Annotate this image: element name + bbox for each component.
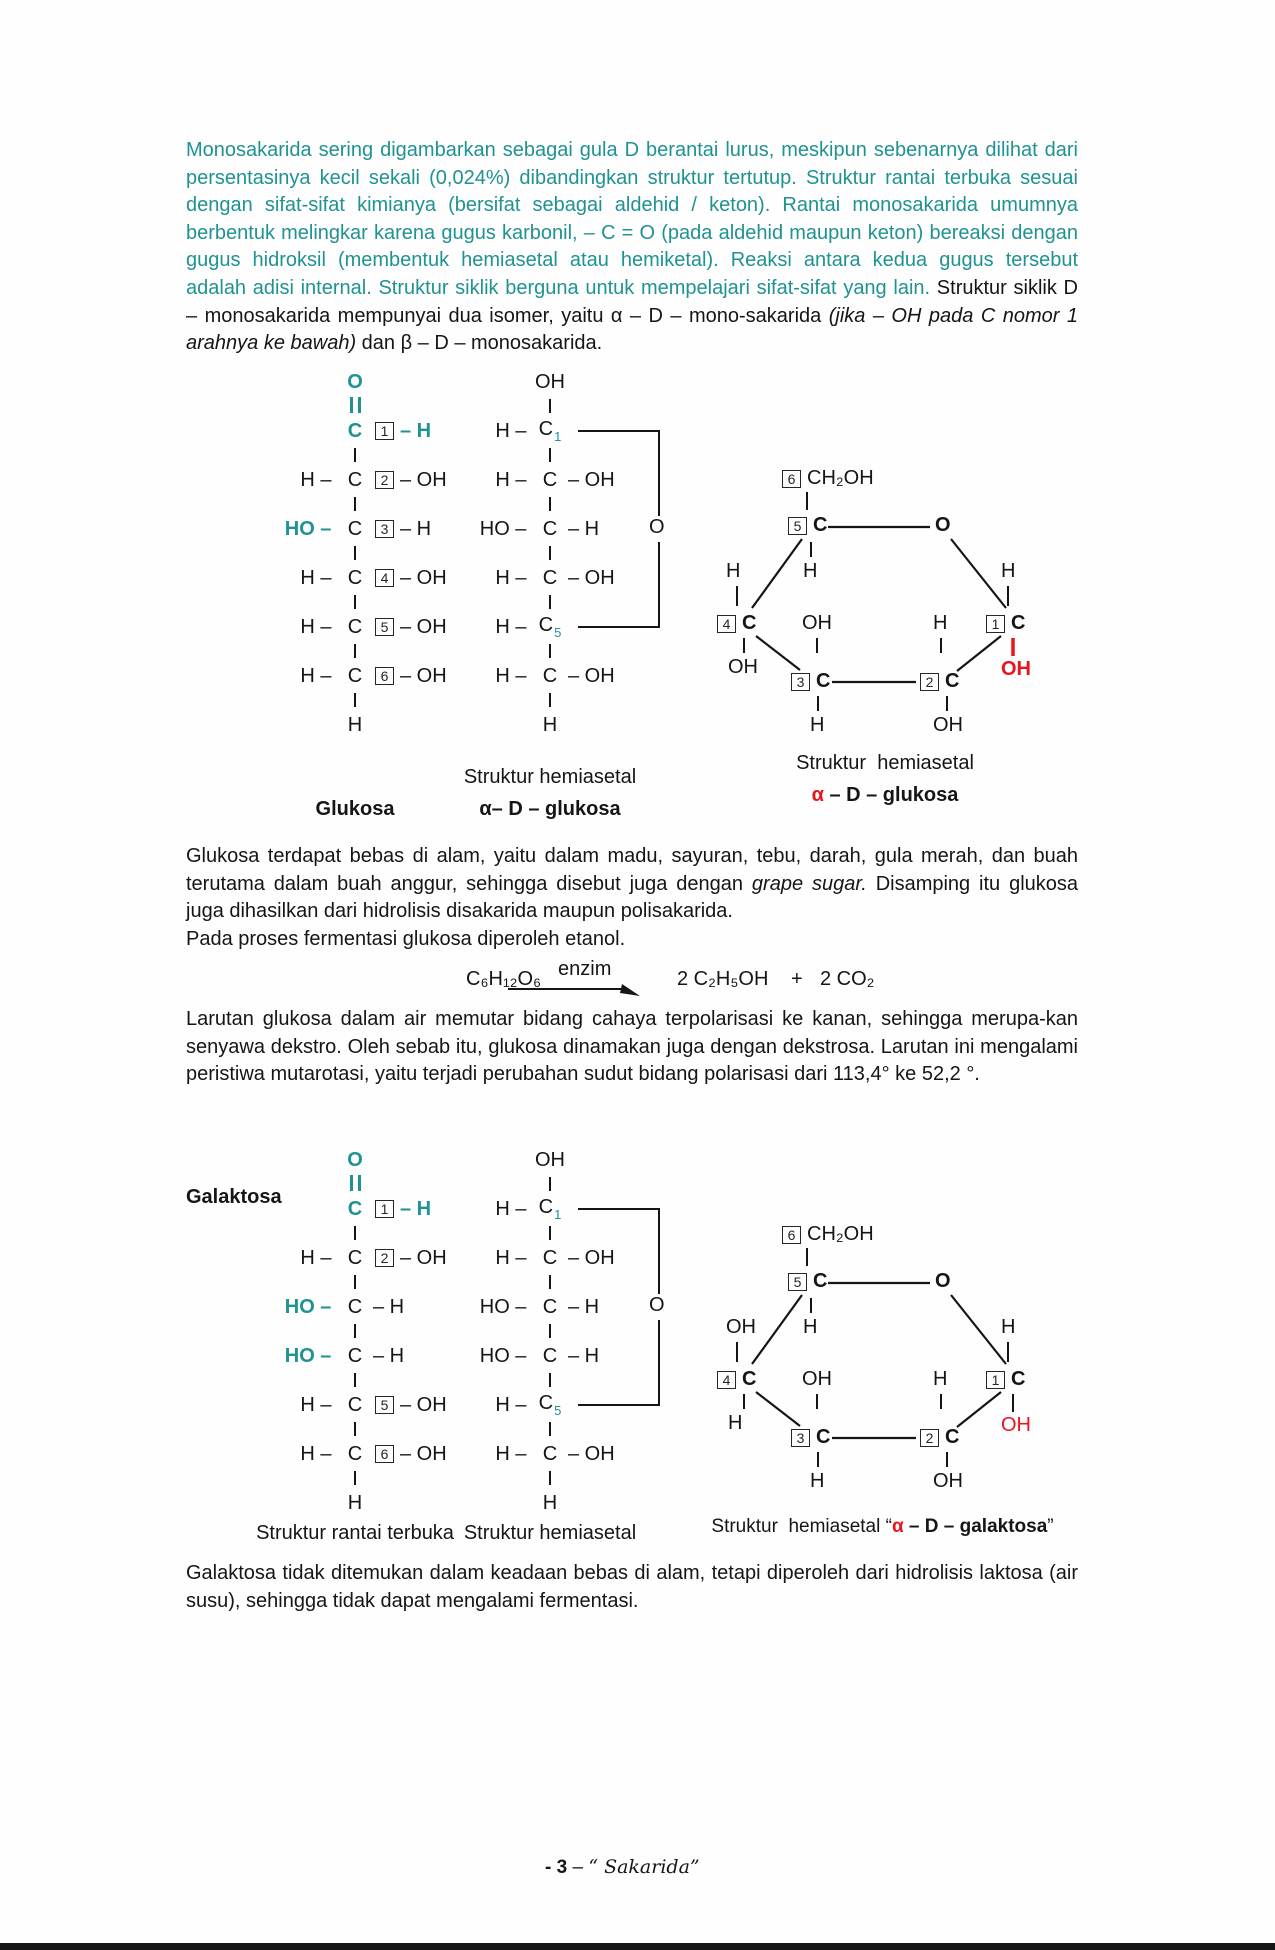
glucose-open-chain-label: Glukosa [315,798,395,820]
structure-row [430,1442,670,1467]
atom-left: H – [495,1442,532,1465]
atom-center [532,691,568,711]
structure-row [430,517,670,542]
c1-group [984,612,1025,635]
atom-left: HO – [284,517,337,540]
intro-black-text-2: dan β – D – monosakarida. [356,332,603,355]
structure-row [430,1344,670,1369]
substituent-above-c3: OH [802,1368,832,1390]
atom-center: C [542,1345,558,1368]
c6-group [780,467,874,490]
single-bond-icon [549,1226,551,1240]
carbon-number-box: 5 [375,618,394,636]
carbon-number-box: 6 [375,667,394,685]
c1-group [984,1368,1025,1391]
atom-center [532,1224,568,1244]
galactose-ring-bonds [690,1218,1075,1503]
atom-center: C [347,518,363,541]
atom-right [568,1247,670,1270]
fermentation-text: Pada proses fermentasi glukosa diperoleh etanol. [186,927,626,950]
atom-center [532,1175,568,1195]
atom-center: C [347,1296,363,1319]
atom-center: C [542,567,558,590]
atom-center: H [542,1492,558,1515]
atom-center [337,1322,373,1342]
page-footer [545,1856,700,1879]
paragraph-glucose [186,843,1078,953]
h-below-c5: H [803,560,818,582]
atom-left: H – [495,615,532,638]
atom-center: $C_5$ [538,614,562,641]
bond-row [430,1320,670,1345]
atom-center [532,1273,568,1293]
carbon-number-box: 5 [788,517,807,535]
single-bond-icon [549,1275,551,1289]
atom-center [532,1420,568,1440]
c2-label: C [945,670,960,692]
atom-center [532,446,568,466]
glucose-cyclic-structure [690,462,1075,822]
atom-center: O [347,371,363,394]
glucose-hemiacetal-rows [430,370,670,738]
atom-center: OH [535,371,565,394]
atom-center: $C_1$ [538,1196,562,1223]
grape-sugar-italic: grape sugar. [751,872,867,895]
footer-title: “ Sakarida” [588,1856,700,1878]
glucose-hemiacetal-name [430,798,670,821]
atom-center: H [347,714,363,737]
bond-row [430,444,670,469]
atom-center: OH [535,1149,565,1172]
substituent-label: – OH [400,1442,447,1465]
atom-center: C [347,1247,363,1270]
structure-row [430,713,670,738]
substituent-label: – OH [400,664,447,687]
structure-row [430,1491,670,1516]
substituent-below-c2: OH [933,714,963,736]
atom-center [532,1322,568,1342]
atom-center [337,446,373,466]
single-bond-icon [354,1373,356,1387]
double-bond-icon [350,397,361,413]
structure-row [430,1148,670,1173]
ring-closure-bond-top [578,1208,660,1210]
single-bond-icon [354,1422,356,1436]
atom-center: C [542,1443,558,1466]
equation-reactant: C₆H₁₂O₆ [466,968,542,990]
glucose-text-rest: Disamping itu glukosa juga dihasilkan dari hidrolisis disakarida maupun polisakarida. [186,872,1079,923]
bond-row [430,493,670,518]
ring-closure-bond-right-upper [658,430,660,516]
substituent-label: – OH [568,1246,615,1269]
c4-group [715,1368,756,1391]
atom-left: H – [300,468,337,491]
substituent-label: – OH [568,468,615,491]
atom-center [532,642,568,662]
substituent-label: – H [400,419,432,442]
carbon-number-box: 4 [375,569,394,587]
carbon-number-box: 3 [791,673,810,691]
atom-center: H [542,714,558,737]
c1-label: C [1011,612,1026,634]
atom-center: $C_5$ [538,1392,562,1419]
bond-row [430,1173,670,1198]
atom-left: H – [300,1246,337,1269]
atom-center: C [347,420,363,443]
bond-row [430,1467,670,1492]
atom-center: C [347,1345,363,1368]
carbon-subscript: 1 [554,1207,562,1223]
c3-label: C [816,1426,831,1448]
substituent-label: – H [568,517,600,540]
atom-center: O [347,1149,363,1172]
bond-row [430,542,670,567]
alpha-symbol: α [891,1516,904,1537]
glucose-hemiacetal-label: Struktur hemiasetal [463,766,637,788]
substituent-label: – H [568,1295,600,1318]
carbon-number-box: 6 [782,470,801,488]
equation-catalyst: enzim [558,958,612,980]
atom-center: C [347,1394,363,1417]
single-bond-icon [549,1324,551,1338]
atom-center [337,1371,373,1391]
atom-center [337,1175,373,1195]
substituent-label: – OH [400,468,447,491]
atom-center: C [347,1443,363,1466]
substituent-above-c1: H [1001,1316,1016,1338]
atom-left: HO – [479,517,532,540]
single-bond-icon [354,546,356,560]
carbon-subscript: 5 [554,625,562,641]
atom-center [337,1469,373,1489]
page-number: - 3 [545,1857,568,1878]
ring-closure-bond-right-upper [658,1208,660,1294]
atom-center [337,1420,373,1440]
atom-left: H – [300,1393,337,1416]
atom-center [337,495,373,515]
atom-left: H – [495,1246,532,1269]
single-bond-icon [549,497,551,511]
carbon-number-box: 5 [788,1273,807,1291]
structure-row [430,664,670,689]
atom-left: HO – [479,1344,532,1367]
structure-row [430,468,670,493]
atom-center: C [347,616,363,639]
single-bond-icon [549,1373,551,1387]
bond-row [430,1271,670,1296]
atom-center: C [347,469,363,492]
atom-center [532,1469,568,1489]
double-bond-icon [350,1175,361,1191]
substituent-label: – H [400,517,432,540]
c2-group [918,670,959,693]
atom-center: C [347,567,363,590]
substituent-label: – OH [400,566,447,589]
ring-closure-bond-right-lower [658,1320,660,1404]
single-bond-icon [354,1324,356,1338]
atom-center [532,1371,568,1391]
carbon-number-box: 3 [791,1429,810,1447]
galactose-heading: Galaktosa [186,1186,282,1208]
c3-group [789,1426,830,1449]
substituent-below-c4: H [728,1412,743,1434]
glucose-ring-bonds [690,462,1075,747]
carbon-number-box: 3 [375,520,394,538]
atom-left: H – [495,1393,532,1416]
atom-left: HO – [284,1295,337,1318]
reaction-arrow-icon [506,983,651,1005]
ring-oxygen-label: O [935,514,951,536]
substituent-label: – H [373,1344,405,1367]
structure-row [430,1246,670,1271]
atom-left: H – [495,664,532,687]
atom-center [337,397,373,417]
substituent-label: – OH [400,1393,447,1416]
substituent-label: – OH [400,1246,447,1269]
ring-closure-bond-top [578,430,660,432]
atom-left: H – [300,1442,337,1465]
substituent-above-c4: H [726,560,741,582]
atom-left: H – [495,566,532,589]
glucose-text-start: Glukosa terdapat bebas di alam, yaitu dalam madu, sayuran, tebu, darah, gula merah, dan buah terutama dalam buah anggur, sehingga disebut juga dengan [186,845,1078,895]
galactose-open-chain-label: Struktur rantai terbuka [256,1522,454,1544]
substituent-above-c4: OH [726,1316,756,1338]
c2-group [918,1426,959,1449]
glucose-hemiacetal-structure [430,370,670,738]
paragraph-galactose [186,1560,1078,1615]
carbon-number-box: 4 [717,1371,736,1389]
h-below-c5: H [803,1316,818,1338]
equation-product-2: 2 CO₂ [820,968,875,990]
structure-row [430,370,670,395]
atom-center [337,593,373,613]
intro-italic-text: (jika – OH pada C nomor 1 arahnya ke bawah) [186,304,1078,355]
substituent-label: – OH [400,615,447,638]
c2-label: C [945,1426,960,1448]
glucose-ring-name-rest: – D – glukosa [823,784,959,806]
atom-center [337,1273,373,1293]
c6-label: CH₂OH [807,1223,874,1245]
ring-closure-bond-bottom [578,626,660,628]
atom-left: H – [300,664,337,687]
ring-closure-bond-right-lower [658,542,660,626]
alpha-oh-below-c1: OH [1001,658,1031,680]
alpha-oh-below-c1: OH [1001,1414,1031,1436]
atom-center: C [542,518,558,541]
atom-center [532,495,568,515]
atom-right [568,469,670,492]
atom-left: H – [495,419,532,442]
single-bond-icon [354,644,356,658]
atom-center [337,544,373,564]
substituent-label: – H [568,1344,600,1367]
carbon-number-box: 1 [986,1371,1005,1389]
bond-row [430,640,670,665]
substituent-below-c4: OH [728,656,758,678]
atom-center: C [542,665,558,688]
atom-left: H – [300,615,337,638]
bond-row [430,591,670,616]
substituent-label: – OH [568,664,615,687]
single-bond-icon [549,399,551,413]
carbon-number-box: 1 [375,1200,394,1218]
c3-label: C [816,670,831,692]
ring-oxygen-label: O [935,1270,951,1292]
alpha-symbol: α [479,798,492,820]
atom-center [337,691,373,711]
single-bond-icon [354,1226,356,1240]
single-bond-icon [354,448,356,462]
atom-center: C [542,1296,558,1319]
paragraph-dextrose [186,1006,1078,1089]
atom-left: HO – [284,1344,337,1367]
carbon-subscript: 5 [554,1403,562,1419]
c4-group [715,612,756,635]
atom-left: H – [300,566,337,589]
footer-dash: – [567,1857,589,1878]
glucose-text [186,843,1078,926]
bond-row [430,1369,670,1394]
caption-prefix: Struktur hemiasetal “ [711,1516,892,1537]
carbon-number-box: 2 [375,1249,394,1267]
atom-center [532,397,568,417]
scan-edge-artifact [0,1943,1275,1950]
single-bond-icon [549,1422,551,1436]
c5-group [786,514,827,537]
atom-right [568,567,670,590]
single-bond-icon [549,546,551,560]
galactose-ring-name-rest: – D – galaktosa [903,1516,1048,1537]
substituent-above-c2: H [933,1368,948,1390]
galactose-text: Galaktosa tidak ditemukan dalam keadaan bebas di alam, tetapi diperoleh dari hidrolisis laktosa (air susu), sehingga tidak dapat mengalami fermentasi. [186,1562,1078,1612]
single-bond-icon [354,595,356,609]
atom-center: C [347,1198,363,1221]
bond-row [430,1418,670,1443]
atom-center: H [347,1492,363,1515]
atom-center: C [542,469,558,492]
bond-row [430,689,670,714]
substituent-above-c3: OH [802,612,832,634]
single-bond-icon [354,1471,356,1485]
atom-center: $C_1$ [538,418,562,445]
c5-label: C [813,1270,828,1292]
atom-left: H – [495,468,532,491]
alpha-symbol: α [811,784,824,806]
atom-center: C [542,1247,558,1270]
galactose-hemiacetal-structure [430,1148,670,1516]
atom-center [337,1224,373,1244]
single-bond-icon [354,1275,356,1289]
intro-teal-text: Monosakarida sering digambarkan sebagai gula D berantai lurus, meskipun sebenarnya dilihat dari persentasinya kecil sekali (0,024%) dibandingkan struktur tertutup. Struktur rantai terbuka sesuai dengan sifat-sifat kimianya (bersifat sebagai aldehid / keton). Rantai monosakarida umumnya berbentuk melingkar karena gugus karbonil, – C = O (pada aldehid maupun keton) bereaksi dengan gugus hidroksil (membentuk hemiasetal atau hemiketal). Reaksi antara kedua gugus tersebut adalah adisi internal. Struktur siklik berguna untuk mempelajari sifat-sifat yang lain. [186,139,1078,299]
galactose-hemiacetal-rows [430,1148,670,1516]
carbon-number-box: 2 [920,673,939,691]
bond-row [430,395,670,420]
atom-right [568,1345,670,1368]
c5-group [786,1270,827,1293]
carbon-number-box: 4 [717,615,736,633]
carbon-number-box: 6 [375,1445,394,1463]
single-bond-icon [549,448,551,462]
atom-center [532,544,568,564]
single-bond-icon [549,1177,551,1191]
carbon-number-box: 2 [920,1429,939,1447]
paragraph-intro [186,137,1078,358]
atom-right [568,665,670,688]
intro-black-text-1: Struktur siklik D – monosakarida mempunyai dua isomer, yaitu α – D – mono-sakarida [186,276,1079,327]
single-bond-icon [549,693,551,707]
equation-product-1: 2 C₂H₅OH [677,968,769,990]
single-bond-icon [354,693,356,707]
substituent-above-c2: H [933,612,948,634]
single-bond-icon [549,1471,551,1485]
galactose-hemiacetal-label: Struktur hemiasetal [463,1522,637,1544]
substituent-label: – H [373,1295,405,1318]
substituent-label: – OH [568,566,615,589]
equation-plus-sign: + [791,968,803,990]
c1-label: C [1011,1368,1026,1390]
glucose-ring-name [775,784,995,807]
atom-center [337,642,373,662]
intro-text [186,137,1078,358]
substituent-below-c2: OH [933,1470,963,1492]
carbon-number-box: 2 [375,471,394,489]
atom-center: C [347,665,363,688]
structure-row [430,566,670,591]
galactose-ring-caption [690,1516,1075,1538]
ring-oxygen-label: O [649,516,665,538]
substituent-above-c1: H [1001,560,1016,582]
substituent-label: – H [400,1197,432,1220]
substituent-below-c3: H [810,1470,825,1492]
c4-label: C [742,1368,757,1390]
atom-center [532,593,568,613]
single-bond-icon [354,497,356,511]
single-bond-icon [549,644,551,658]
structure-row [430,1295,670,1320]
glucose-ring-label: Struktur hemiasetal [796,752,974,774]
ring-oxygen-label: O [649,1294,665,1316]
bond-row [430,1222,670,1247]
atom-left: HO – [479,1295,532,1318]
c5-label: C [813,514,828,536]
carbon-number-box: 6 [782,1226,801,1244]
galactose-cyclic-structure [690,1218,1075,1578]
carbon-number-box: 5 [375,1396,394,1414]
c6-group [780,1223,874,1246]
substituent-label: – OH [568,1442,615,1465]
ring-closure-bond-bottom [578,1404,660,1406]
carbon-number-box: 1 [375,422,394,440]
c4-label: C [742,612,757,634]
c6-label: CH₂OH [807,467,874,489]
substituent-below-c3: H [810,714,825,736]
dextrose-text: Larutan glukosa dalam air memutar bidang cahaya terpolarisasi ke kanan, sehingga merupa-kan senyawa dekstro. Oleh sebab itu, glukosa dinamakan juga dengan dekstrosa. Larutan ini mengalami peristiwa mutarotasi, yaitu terjadi perubahan sudut bidang polarisasi dari 113,4° ke 52,2 °. [186,1008,1078,1086]
single-bond-icon [549,595,551,609]
carbon-subscript: 1 [554,429,562,445]
c3-group [789,670,830,693]
atom-left: H – [495,1197,532,1220]
caption-closing-quote: ” [1047,1516,1054,1537]
atom-right [568,1443,670,1466]
carbon-number-box: 1 [986,615,1005,633]
glucose-name-rest: – D – glukosa [491,798,621,820]
